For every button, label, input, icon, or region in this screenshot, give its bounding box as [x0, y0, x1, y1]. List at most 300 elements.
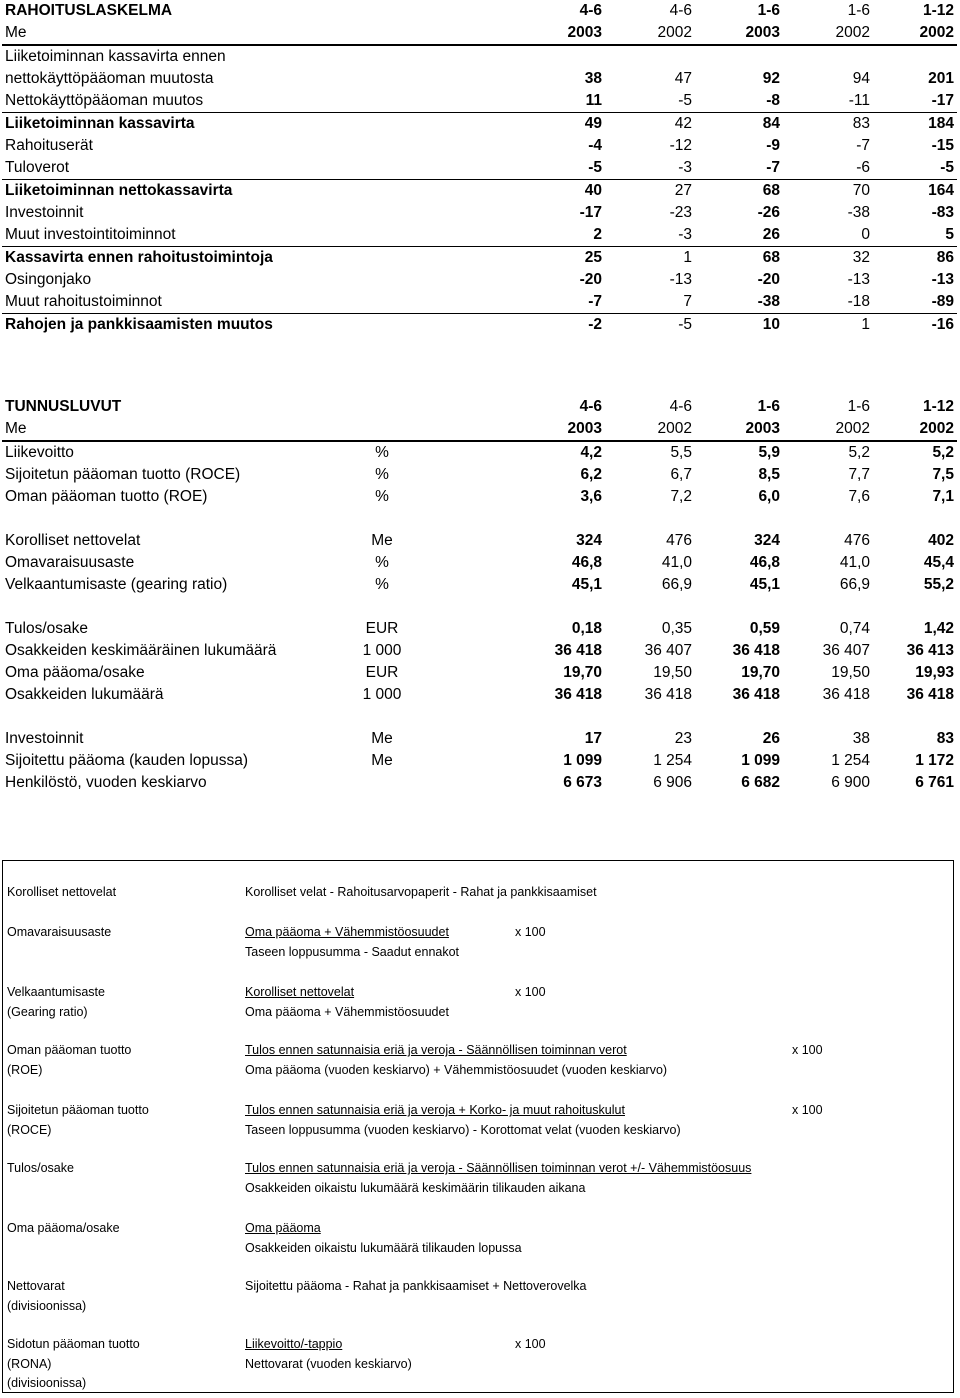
row-value: -89: [931, 293, 954, 310]
formula-numerator: Tulos ennen satunnaisia eriä ja veroja - Säännöllisen toiminnan verot +/- Vähemmistöosuus: [245, 1161, 752, 1175]
formula-multiplier: x 100: [515, 925, 546, 939]
table-row: [2, 772, 957, 794]
row-label: Sijoitetun pääoman tuotto (ROCE): [5, 466, 241, 483]
row-value: 19,70: [741, 664, 780, 681]
definition-term-line: Korolliset nettovelat: [7, 885, 117, 899]
empty-cell: [417, 396, 517, 418]
row-value: -5: [678, 92, 692, 109]
year-header: 2002: [873, 22, 957, 45]
period-header: 1-12: [922, 2, 954, 19]
definition-item: [7, 883, 947, 905]
definitions-box: [2, 860, 954, 1393]
formula-denominator: Osakkeiden oikaistu lukumäärä keskimäärin tilikauden aikana: [245, 1180, 586, 1195]
definition-item: [7, 983, 947, 1024]
table-row: [2, 530, 957, 552]
table-row: [2, 684, 957, 706]
definition-formula: [245, 1041, 667, 1080]
row-value: 0: [861, 226, 870, 243]
row-value: 41,0: [839, 554, 870, 571]
formula-line: [245, 1101, 681, 1121]
table-row: [2, 640, 957, 662]
row-value: 17: [584, 730, 602, 747]
definition-formula: [245, 1101, 681, 1140]
row-value: 1 099: [563, 752, 602, 769]
definition-term-line: Oman pääoman tuotto: [7, 1043, 132, 1057]
row-label: Henkilöstö, vuoden keskiarvo: [5, 774, 207, 791]
row-label: nettokäyttöpääoman muutosta: [5, 70, 214, 87]
empty-cell: [417, 772, 517, 794]
definition-item: [7, 1159, 947, 1195]
formula-numerator: Liikevoitto/-tappio: [245, 1337, 343, 1351]
row-label: Osingonjako: [5, 271, 92, 288]
row-value: -83: [931, 204, 954, 221]
row-value: 10: [695, 314, 783, 337]
header-row-periods: [2, 0, 957, 22]
row-label: Liiketoiminnan kassavirta ennen: [5, 48, 226, 65]
row-value: 83: [936, 730, 954, 747]
empty-cell: [417, 574, 517, 596]
period-header: 1-6: [757, 398, 780, 415]
formula-line: [245, 1277, 587, 1297]
empty-cell: [417, 750, 517, 772]
table-row: [2, 464, 957, 486]
definition-formula: [245, 923, 459, 962]
row-value: 36 407: [644, 642, 692, 659]
row-value: 94: [852, 70, 870, 87]
row-unit: 1 000: [362, 642, 402, 659]
row-value: 19,70: [563, 664, 602, 681]
empty-cell: [347, 418, 417, 441]
row-value: 40: [517, 180, 605, 203]
definition-term-line: (ROE): [7, 1062, 43, 1077]
table-row: [2, 486, 957, 508]
formula-multiplier: x 100: [792, 1043, 823, 1057]
row-value: 55,2: [923, 576, 954, 593]
definition-formula: [245, 1277, 587, 1297]
year-header: 2003: [517, 418, 605, 441]
row-value: -17: [931, 92, 954, 109]
definition-term: [7, 1159, 237, 1179]
formula-multiplier: x 100: [792, 1103, 823, 1117]
row-value: 84: [695, 113, 783, 136]
row-label: Velkaantumisaste (gearing ratio): [5, 576, 228, 593]
period-header: 1-6: [757, 2, 780, 19]
row-value: 7,5: [932, 466, 954, 483]
row-label: Liiketoiminnan nettokassavirta: [2, 180, 517, 203]
definition-formula: [245, 1219, 522, 1258]
row-value: 45,1: [571, 576, 602, 593]
row-value: 6 682: [741, 774, 780, 791]
table-row: [2, 135, 957, 157]
row-value: 66,9: [839, 576, 870, 593]
row-value: 83: [783, 113, 873, 136]
row-value: 36 418: [644, 686, 692, 703]
group-spacer: [2, 706, 957, 728]
row-value: 70: [783, 180, 873, 203]
formula-line: [245, 1335, 412, 1355]
row-value: -4: [588, 137, 602, 154]
row-value: 7,6: [848, 488, 870, 505]
formula-numerator: Tulos ennen satunnaisia eriä ja veroja - Säännöllisen toiminnan verot: [245, 1043, 627, 1057]
row-value: 402: [928, 532, 954, 549]
empty-cell: [417, 640, 517, 662]
row-value: 201: [928, 70, 954, 87]
row-value: -5: [588, 159, 602, 176]
row-label: Muut investointitoiminnot: [5, 226, 176, 243]
row-value: 26: [762, 226, 780, 243]
cash-flow-section: [0, 0, 960, 336]
formula-line: [245, 1159, 751, 1179]
row-value: -7: [766, 159, 780, 176]
row-unit: %: [375, 576, 389, 593]
row-value: 41,0: [661, 554, 692, 571]
formula-line: [245, 1061, 667, 1081]
table-row: [2, 750, 957, 772]
row-value: 5,5: [670, 444, 692, 461]
empty-cell: [417, 728, 517, 750]
period-header: 1-6: [847, 398, 870, 415]
formula-line: [245, 1179, 751, 1199]
row-value: 7: [683, 293, 692, 310]
row-value: 5,2: [848, 444, 870, 461]
table-row: [2, 291, 957, 314]
row-value: -38: [757, 293, 780, 310]
row-value: 0,59: [749, 620, 780, 637]
row-value: 6,7: [670, 466, 692, 483]
row-value: -5: [605, 314, 695, 337]
row-value: 6,2: [580, 466, 602, 483]
row-label: Sijoitettu pääoma (kauden lopussa): [5, 752, 248, 769]
key-figures-section: [0, 396, 960, 794]
formula-denominator: Oma pääoma (vuoden keskiarvo) + Vähemmistöosuudet (vuoden keskiarvo): [245, 1062, 668, 1077]
row-unit: %: [375, 554, 389, 571]
row-label: Rahoituserät: [5, 137, 93, 154]
row-value: 36 418: [554, 642, 602, 659]
row-value: 27: [605, 180, 695, 203]
row-value: 36 413: [906, 642, 954, 659]
formula-denominator: Oma pääoma + Vähemmistöosuudet: [245, 1004, 449, 1019]
row-value: -16: [873, 314, 957, 337]
row-value: 1,42: [923, 620, 954, 637]
row-value: -9: [766, 137, 780, 154]
formula-numerator: Sijoitettu pääoma - Rahat ja pankkisaamiset + Nettoverovelka: [245, 1279, 587, 1293]
formula-numerator: Tulos ennen satunnaisia eriä ja veroja + Korko- ja muut rahoituskulut: [245, 1103, 625, 1117]
empty-cell: [2, 596, 957, 618]
row-value: 0,18: [571, 620, 602, 637]
row-value: 184: [873, 113, 957, 136]
row-label: Investoinnit: [5, 204, 84, 221]
row-label: Osakkeiden lukumäärä: [5, 686, 164, 703]
empty-cell: [417, 684, 517, 706]
empty-cell: [347, 0, 417, 22]
definition-term-line: (divisioonissa): [7, 1376, 87, 1390]
formula-line: [245, 1355, 412, 1375]
key-figures-table: [2, 396, 957, 794]
row-value: 7,2: [670, 488, 692, 505]
row-value: 0,35: [661, 620, 692, 637]
definition-term-line: Oma pääoma/osake: [7, 1221, 120, 1235]
row-value: 1: [783, 314, 873, 337]
row-label: Oman pääoman tuotto (ROE): [5, 488, 208, 505]
definition-term-line: Sidotun pääoman tuotto: [7, 1337, 140, 1351]
definition-term-line: (Gearing ratio): [7, 1004, 88, 1019]
row-label: Liiketoiminnan kassavirta: [2, 113, 517, 136]
row-value: 68: [695, 180, 783, 203]
row-label: Rahojen ja pankkisaamisten muutos: [2, 314, 517, 337]
cash-flow-table: [2, 0, 957, 336]
row-value: 7,1: [932, 488, 954, 505]
definition-item: [7, 1101, 947, 1142]
row-value: 19,50: [653, 664, 692, 681]
table-row: [2, 180, 957, 203]
row-value: -13: [669, 271, 692, 288]
empty-cell: [417, 486, 517, 508]
year-header: 2002: [783, 418, 873, 441]
row-label: Tulos/osake: [5, 620, 88, 637]
row-value: 36 418: [822, 686, 870, 703]
row-value: 68: [695, 247, 783, 270]
formula-denominator: Taseen loppusumma - Saadut ennakot: [245, 944, 460, 959]
table-row: [2, 574, 957, 596]
definition-term: [7, 883, 237, 903]
row-value: -11: [848, 92, 870, 109]
row-value: 49: [517, 113, 605, 136]
row-value: 0,74: [839, 620, 870, 637]
row-value: 45,1: [749, 576, 780, 593]
definition-formula: [245, 983, 449, 1022]
row-value: -2: [517, 314, 605, 337]
row-value: -26: [757, 204, 780, 221]
empty-cell: [2, 706, 957, 728]
row-value: 86: [873, 247, 957, 270]
row-value: [517, 45, 605, 68]
row-value: -17: [579, 204, 602, 221]
formula-multiplier: x 100: [515, 1337, 546, 1351]
row-value: 23: [674, 730, 692, 747]
definition-term-line: Sijoitetun pääoman tuotto: [7, 1103, 149, 1117]
formula-line: [245, 1121, 681, 1141]
row-value: 6 761: [915, 774, 954, 791]
row-value: 47: [674, 70, 692, 87]
row-label: Muut rahoitustoiminnot: [5, 293, 162, 310]
table-row: [2, 662, 957, 684]
period-header: 4-6: [579, 398, 602, 415]
formula-line: [245, 983, 449, 1003]
row-value: -6: [856, 159, 870, 176]
row-label: Kassavirta ennen rahoitustoimintoja: [2, 247, 517, 270]
definition-term: [7, 1277, 237, 1316]
header-row-years: [2, 418, 957, 441]
year-header: 2003: [695, 22, 783, 45]
group-spacer: [2, 508, 957, 530]
row-unit: %: [375, 466, 389, 483]
definition-term-line: Omavaraisuusaste: [7, 925, 112, 939]
row-value: 476: [666, 532, 692, 549]
unit-label: Me: [2, 22, 347, 45]
row-value: -3: [678, 226, 692, 243]
row-value: 36 418: [554, 686, 602, 703]
empty-cell: [417, 530, 517, 552]
year-header: 2002: [605, 418, 695, 441]
row-value: 1 172: [915, 752, 954, 769]
formula-line: [245, 883, 597, 903]
formula-numerator: Korolliset velat - Rahoitusarvopaperit - Rahat ja pankkisaamiset: [245, 885, 597, 899]
formula-line: [245, 1003, 449, 1023]
row-value: 38: [852, 730, 870, 747]
formula-numerator: Oma pääoma + Vähemmistöosuudet: [245, 925, 449, 939]
definition-item: [7, 1335, 947, 1396]
table-row: [2, 552, 957, 574]
row-value: 38: [584, 70, 602, 87]
row-value: 36 407: [822, 642, 870, 659]
row-unit: Me: [371, 532, 393, 549]
row-value: 476: [844, 532, 870, 549]
row-value: 1 254: [653, 752, 692, 769]
row-value: 4,2: [580, 444, 602, 461]
table-row: [2, 441, 957, 464]
formula-line: [245, 1041, 667, 1061]
row-value: 46,8: [749, 554, 780, 571]
empty-cell: [417, 464, 517, 486]
row-value: [605, 45, 695, 68]
definition-term-line: (RONA): [7, 1356, 52, 1371]
row-value: -20: [757, 271, 780, 288]
row-unit: [347, 772, 417, 794]
definition-term: [7, 1101, 237, 1140]
row-value: 46,8: [571, 554, 602, 571]
row-value: 19,93: [915, 664, 954, 681]
row-value: -13: [931, 271, 954, 288]
header-row-years: [2, 22, 957, 45]
row-value: 1: [605, 247, 695, 270]
row-unit: EUR: [365, 620, 399, 637]
row-value: [873, 45, 957, 68]
year-header: 2003: [517, 22, 605, 45]
empty-cell: [417, 552, 517, 574]
header-row-periods: [2, 396, 957, 418]
row-label: Osakkeiden keskimääräinen lukumäärä: [5, 642, 277, 659]
row-value: 36 418: [906, 686, 954, 703]
table-row: [2, 45, 957, 68]
empty-cell: [417, 22, 517, 45]
table-row: [2, 314, 957, 337]
formula-line: [245, 943, 459, 963]
definition-item: [7, 1277, 947, 1318]
row-value: -13: [847, 271, 870, 288]
row-unit: Me: [371, 752, 393, 769]
row-value: -5: [940, 159, 954, 176]
formula-line: [245, 923, 459, 943]
row-value: 36 418: [732, 642, 780, 659]
definition-term-line: Velkaantumisaste: [7, 985, 105, 999]
row-unit: EUR: [365, 664, 399, 681]
formula-line: [245, 1219, 522, 1239]
table-row: [2, 269, 957, 291]
row-value: 32: [783, 247, 873, 270]
row-value: 5: [945, 226, 954, 243]
year-header: 2002: [605, 22, 695, 45]
row-value: 92: [762, 70, 780, 87]
formula-multiplier: x 100: [515, 985, 546, 999]
row-value: [695, 45, 783, 68]
empty-cell: [2, 508, 957, 530]
row-value: -20: [579, 271, 602, 288]
table-row: [2, 90, 957, 113]
row-unit: 1 000: [362, 686, 402, 703]
row-value: 2: [593, 226, 602, 243]
section-title: RAHOITUSLASKELMA: [5, 2, 173, 19]
row-value: 3,6: [580, 488, 602, 505]
formula-denominator: Taseen loppusumma (vuoden keskiarvo) - Korottomat velat (vuoden keskiarvo): [245, 1122, 681, 1137]
row-value: [783, 45, 873, 68]
empty-cell: [417, 0, 517, 22]
row-value: 11: [585, 92, 602, 109]
row-value: 1 099: [741, 752, 780, 769]
row-value: 164: [873, 180, 957, 203]
row-value: 8,5: [758, 466, 780, 483]
row-value: -23: [669, 204, 692, 221]
empty-cell: [347, 22, 417, 45]
row-value: -12: [669, 137, 692, 154]
definition-term-line: (divisioonissa): [7, 1298, 87, 1313]
row-value: 26: [762, 730, 780, 747]
row-value: 5,2: [932, 444, 954, 461]
formula-denominator: Nettovarat (vuoden keskiarvo): [245, 1356, 412, 1371]
year-header: 2002: [783, 22, 873, 45]
section-title: TUNNUSLUVUT: [5, 398, 122, 415]
definition-item: [7, 1219, 947, 1255]
definition-term-line: Nettovarat: [7, 1279, 65, 1293]
row-label: Nettokäyttöpääoman muutos: [5, 92, 204, 109]
row-label: Korolliset nettovelat: [5, 532, 141, 549]
row-value: -7: [856, 137, 870, 154]
row-value: 6 900: [831, 774, 870, 791]
row-value: -3: [678, 159, 692, 176]
row-value: 6,0: [758, 488, 780, 505]
formula-numerator: Korolliset nettovelat: [245, 985, 355, 999]
definition-formula: [245, 1159, 751, 1198]
definition-term-line: Tulos/osake: [7, 1161, 74, 1175]
row-value: 324: [754, 532, 780, 549]
row-value: -18: [847, 293, 870, 310]
formula-denominator: Osakkeiden oikaistu lukumäärä tilikauden lopussa: [245, 1240, 522, 1255]
empty-cell: [417, 418, 517, 441]
row-label: Investoinnit: [5, 730, 84, 747]
empty-cell: [417, 441, 517, 464]
row-value: 1 254: [831, 752, 870, 769]
empty-cell: [417, 618, 517, 640]
definition-item: [7, 923, 947, 959]
row-value: 6 906: [653, 774, 692, 791]
period-header: 1-6: [847, 2, 870, 19]
empty-cell: [347, 396, 417, 418]
row-value: -15: [931, 137, 954, 154]
table-row: [2, 224, 957, 247]
row-value: 5,9: [758, 444, 780, 461]
definition-term: [7, 923, 237, 943]
definition-formula: [245, 1335, 412, 1374]
row-value: 66,9: [661, 576, 692, 593]
group-spacer: [2, 596, 957, 618]
empty-cell: [417, 662, 517, 684]
unit-label: Me: [2, 418, 347, 441]
row-value: 42: [605, 113, 695, 136]
table-row: [2, 68, 957, 90]
year-header: 2002: [873, 418, 957, 441]
row-value: -38: [847, 204, 870, 221]
row-label: Oma pääoma/osake: [5, 664, 145, 681]
period-header: 4-6: [669, 2, 692, 19]
